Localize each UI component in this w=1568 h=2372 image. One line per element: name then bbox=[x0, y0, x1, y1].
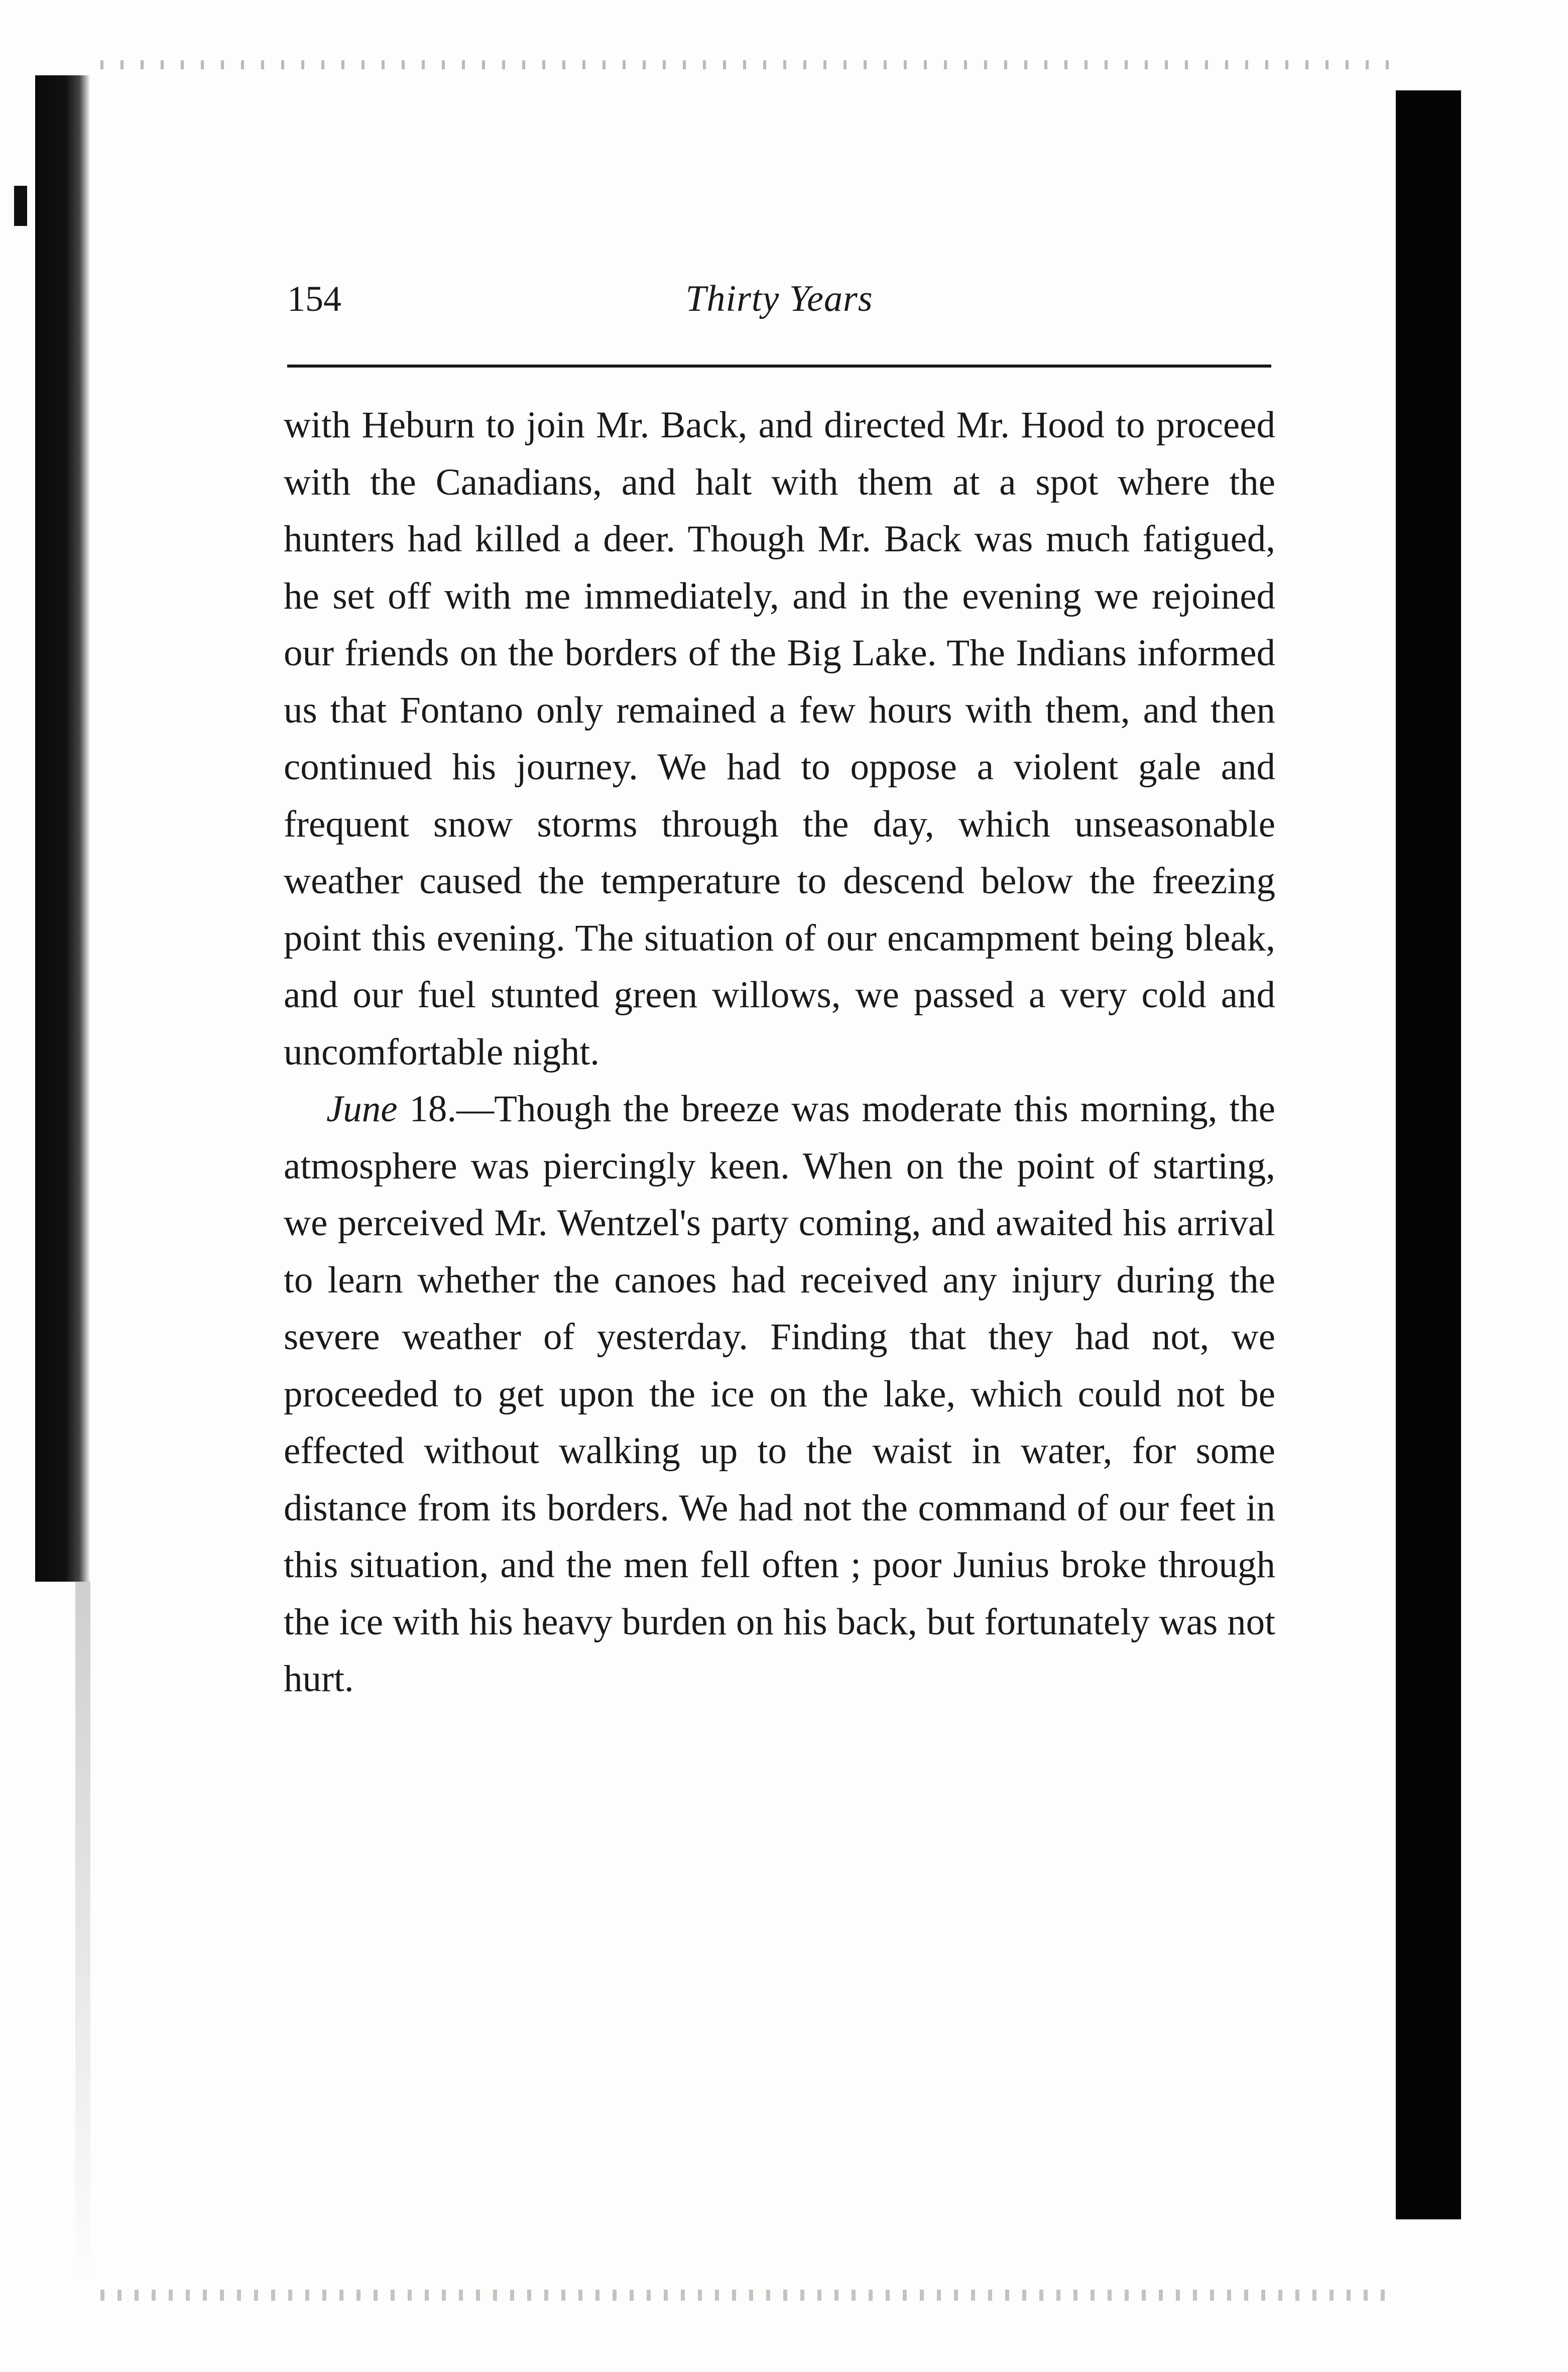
header-rule bbox=[287, 365, 1271, 368]
entry-date: June bbox=[326, 1088, 398, 1130]
running-head: Thirty Years bbox=[685, 278, 873, 319]
paragraph bbox=[284, 1081, 1275, 1708]
page-number: 154 bbox=[287, 279, 341, 319]
binding-shadow bbox=[35, 75, 90, 1582]
page-header bbox=[287, 271, 1271, 326]
paragraph-text: 18.—Though the breeze was moderate this morning, the atmosphere was piercingly keen. When on the point of starting, we perceived Mr. Wentzel's party coming, and awaited his arrival to learn whether the canoes had received any injury during the severe weather of yesterday. Finding that they had not, we proceeded to get upon the ice on the lake, which could not be effected without walking up to the waist in water, for some distance from its borders. We had not the command of our feet in this situation, and the men fell often ; poor Junius broke through the ice with his heavy burden on his back, but fortunately was not hurt. bbox=[284, 1088, 1275, 1700]
scan-margin-right bbox=[1396, 90, 1461, 2219]
scan-noise-bottom bbox=[100, 2290, 1396, 2301]
body-text bbox=[284, 397, 1275, 1708]
binding-shadow-faint bbox=[75, 1582, 90, 2285]
scan-speck bbox=[14, 186, 27, 226]
paragraph: with Heburn to join Mr. Back, and directed Mr. Hood to proceed with the Canadians, and halt with them at a spot where the hunters had killed a deer. Though Mr. Back was much fatigued, he set off with me immediately, and in the evening we rejoined our friends on the borders of the Big Lake. The Indians informed us that Fontano only remained a few hours with them, and then continued his journey. We had to oppose a violent gale and frequent snow storms through the day, which unseasonable weather caused the temperature to descend below the freezing point this evening. The situation of our encampment being bleak, and our fuel stunted green willows, we passed a very cold and uncomfortable night. bbox=[284, 404, 1275, 1073]
scan-noise-top bbox=[100, 60, 1396, 69]
